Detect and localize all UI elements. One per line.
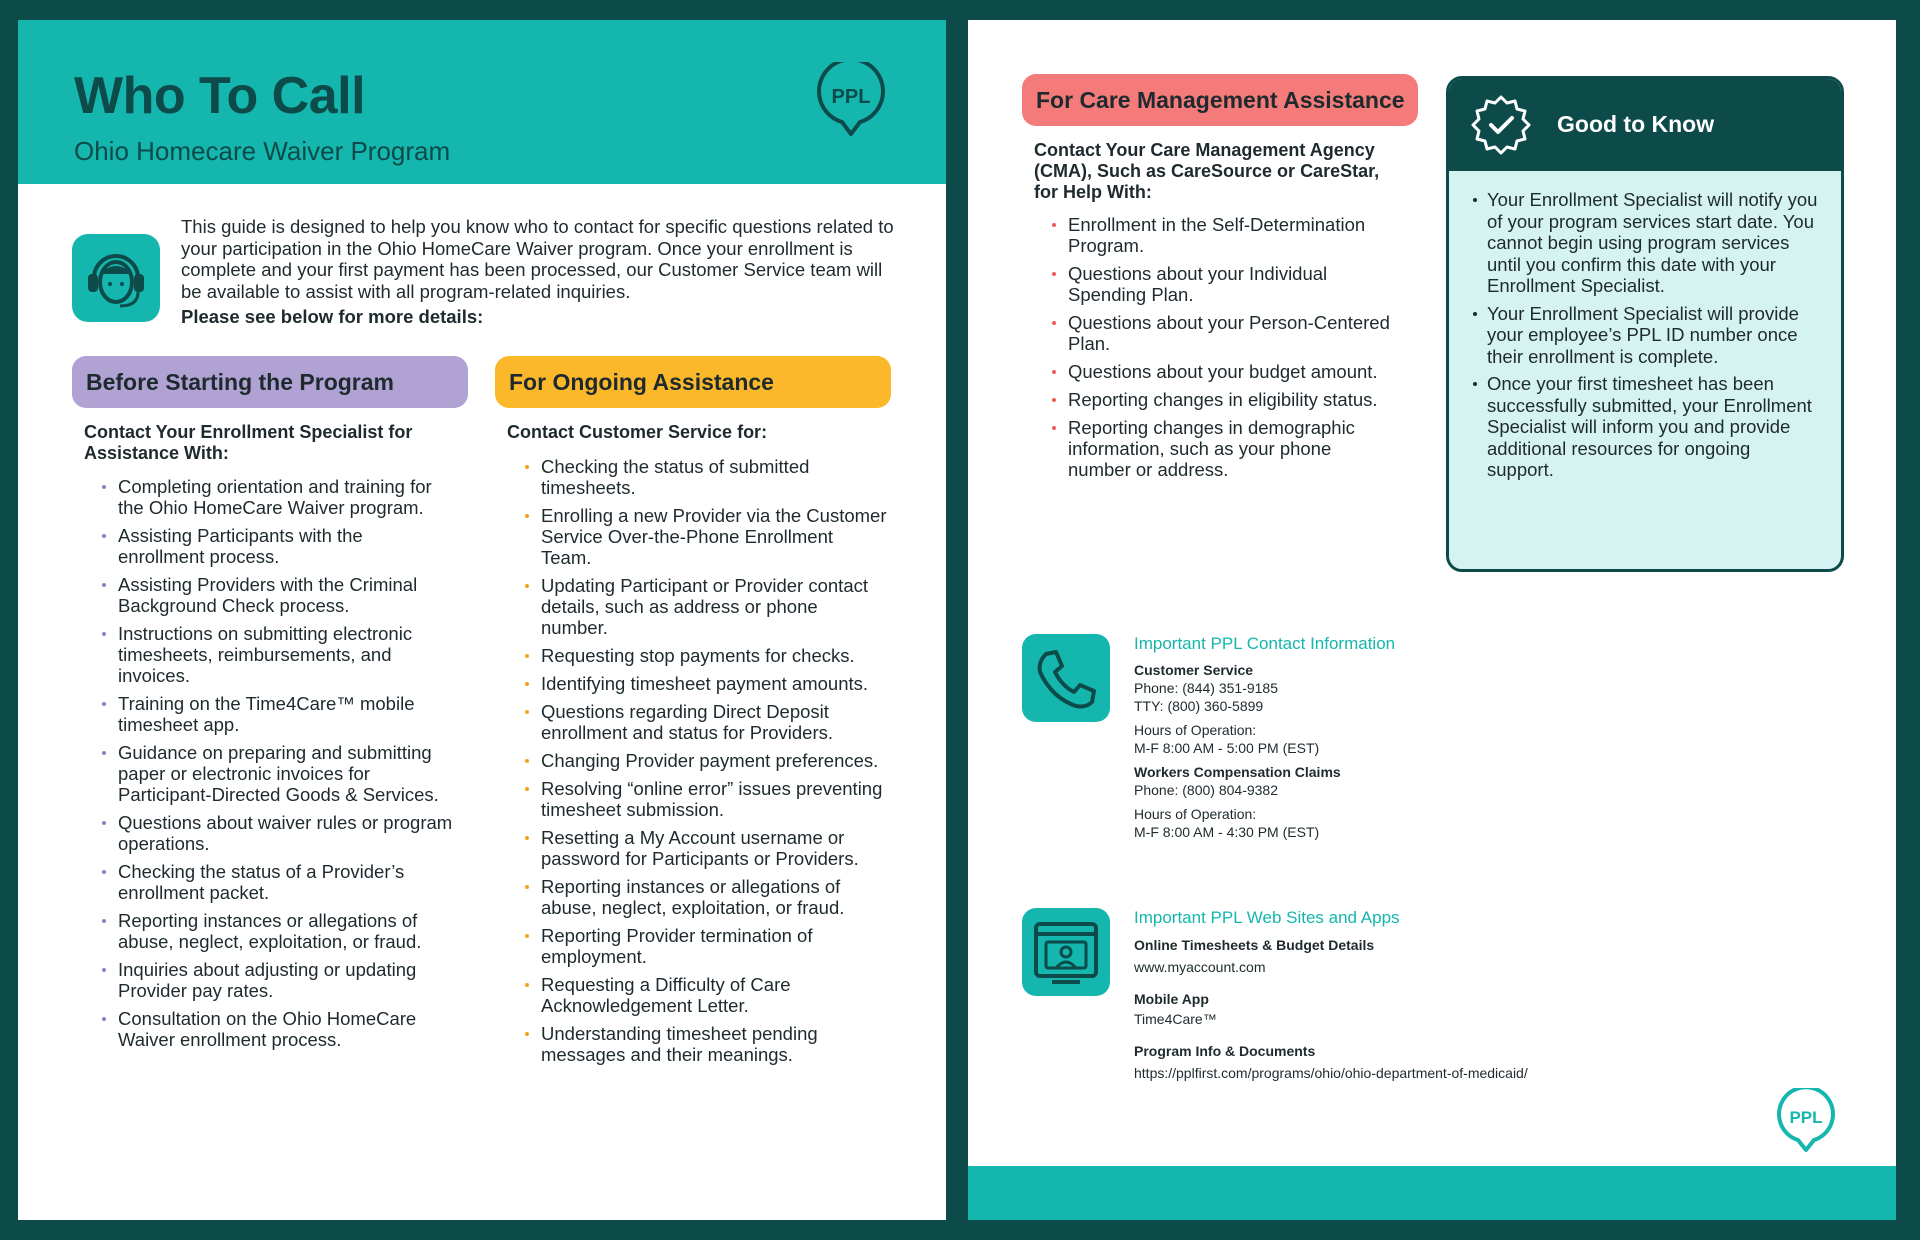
online-timesheets-url[interactable]: www.myaccount.com xyxy=(1134,959,1266,975)
bullet-icon xyxy=(102,534,106,538)
phone-icon xyxy=(1022,634,1110,722)
list-item-text: Questions about your Person-Centered Plan. xyxy=(1068,312,1390,354)
list-item-text: Your Enrollment Specialist will notify you of your program services start date. You cannot begin using program services until you confirm this date with your Enrollment Specialist. xyxy=(1487,189,1818,296)
list-item-text: Reporting instances or allegations of abuse, neglect, exploitation, or fraud. xyxy=(541,876,845,918)
mobile-app-name: Time4Care™ xyxy=(1134,1011,1217,1027)
list-item xyxy=(507,575,887,638)
list-item-text: Once your first timesheet has been successfully submitted, your Enrollment Specialist will inform you and provide additional resources for ongoing support. xyxy=(1487,373,1812,480)
list-item xyxy=(84,742,454,805)
workers-comp-hours: M-F 8:00 AM - 4:30 PM (EST) xyxy=(1134,824,1320,840)
ppl-logo xyxy=(816,62,886,143)
list-item-text: Guidance on preparing and submitting paper or electronic invoices for Participant-Directed Goods & Services. xyxy=(118,742,439,805)
online-timesheets-label: Online Timesheets & Budget Details xyxy=(1134,937,1375,953)
list-item xyxy=(84,525,454,567)
program-docs-label: Program Info & Documents xyxy=(1134,1043,1316,1059)
list-item-text: Questions about your budget amount. xyxy=(1068,361,1378,382)
list-item xyxy=(1034,389,1394,410)
list-item xyxy=(507,673,887,694)
list-item xyxy=(84,812,454,854)
bullet-icon xyxy=(102,821,106,825)
bullet-icon xyxy=(102,702,106,706)
good-to-know-list xyxy=(1469,189,1819,487)
ongoing-assistance-list xyxy=(507,456,887,1072)
list-item-text: Updating Participant or Provider contact details, such as address or phone number. xyxy=(541,575,869,638)
bullet-icon xyxy=(1473,312,1477,316)
bullet-icon xyxy=(525,584,529,588)
bullet-icon xyxy=(102,583,106,587)
bullet-icon xyxy=(102,751,106,755)
before-program-list xyxy=(84,476,454,1057)
list-item xyxy=(507,925,887,967)
care-management-lead: Contact Your Care Management Agency (CMA), Such as CareSource or CareStar, for Help With: xyxy=(1034,140,1380,202)
list-item xyxy=(1034,361,1394,382)
workers-comp-label: Workers Compensation Claims xyxy=(1134,764,1341,780)
bullet-icon xyxy=(1473,198,1477,202)
customer-service-hours-label: Hours of Operation: xyxy=(1134,722,1257,738)
bullet-icon xyxy=(525,885,529,889)
bullet-icon xyxy=(102,1017,106,1021)
bullet-icon xyxy=(1473,382,1477,386)
workers-comp-phone: Phone: (800) 804-9382 xyxy=(1134,782,1278,798)
list-item xyxy=(1034,214,1394,256)
list-item-text: Reporting instances or allegations of abuse, neglect, exploitation, or fraud. xyxy=(118,910,422,952)
intro-paragraph: This guide is designed to help you know who to contact for specific questions related to your participation in the Ohio HomeCare Waiver program. Once your enrollment is complete and your first payment has been processed, our Customer Service team will be available to assist with all program-related inquiries. xyxy=(181,216,894,302)
list-item-text: Reporting changes in eligibility status. xyxy=(1068,389,1378,410)
bullet-icon xyxy=(525,934,529,938)
bullet-icon xyxy=(1052,223,1056,227)
list-item xyxy=(507,876,887,918)
svg-text:PPL: PPL xyxy=(831,86,871,108)
list-item xyxy=(507,505,887,568)
list-item xyxy=(1469,373,1819,481)
customer-service-label: Customer Service xyxy=(1134,662,1254,678)
customer-service-phone: Phone: (844) 351-9185 xyxy=(1134,680,1278,696)
list-item xyxy=(84,476,454,518)
list-item xyxy=(84,861,454,903)
list-item-text: Changing Provider payment preferences. xyxy=(541,750,879,771)
list-item xyxy=(84,623,454,686)
bullet-icon xyxy=(525,514,529,518)
good-to-know-box xyxy=(1446,76,1844,572)
right-page xyxy=(968,20,1896,1220)
web-apps-block xyxy=(1134,936,1694,1082)
list-item xyxy=(1469,189,1819,297)
bullet-icon xyxy=(102,632,106,636)
bullet-icon xyxy=(525,682,529,686)
list-item-text: Questions about waiver rules or program operations. xyxy=(118,812,453,854)
list-item xyxy=(84,1008,454,1050)
list-item-text: Resolving “online error” issues preventing timesheet submission. xyxy=(541,778,883,820)
list-item-text: Resetting a My Account username or password for Participants or Providers. xyxy=(541,827,859,869)
list-item-text: Your Enrollment Specialist will provide your employee’s PPL ID number once their enrollment is complete. xyxy=(1487,302,1799,367)
bullet-icon xyxy=(1052,272,1056,276)
customer-service-hours: M-F 8:00 AM - 5:00 PM (EST) xyxy=(1134,740,1320,756)
list-item-text: Requesting a Difficulty of Care Acknowledgement Letter. xyxy=(541,974,791,1016)
care-management-list xyxy=(1034,214,1394,487)
page-subtitle: Ohio Homecare Waiver Program xyxy=(74,136,451,166)
list-item xyxy=(507,778,887,820)
list-item xyxy=(84,910,454,952)
list-item-text: Requesting stop payments for checks. xyxy=(541,645,855,666)
contact-info-title: Important PPL Contact Information xyxy=(1134,634,1396,653)
bullet-icon xyxy=(525,1032,529,1036)
list-item-text: Reporting changes in demographic information, such as your phone number or address. xyxy=(1068,417,1355,480)
list-item xyxy=(1034,263,1394,305)
list-item xyxy=(1034,417,1394,480)
customer-service-tty: TTY: (800) 360-5899 xyxy=(1134,698,1264,714)
bullet-icon xyxy=(1052,321,1056,325)
list-item-text: Training on the Time4Care™ mobile timesheet app. xyxy=(118,693,415,735)
intro-text xyxy=(181,216,901,328)
list-item-text: Consultation on the Ohio HomeCare Waiver enrollment process. xyxy=(118,1008,417,1050)
list-item-text: Questions regarding Direct Deposit enrollment and status for Providers. xyxy=(541,701,834,743)
left-page xyxy=(18,20,946,1220)
verified-badge-icon xyxy=(1469,93,1533,162)
before-program-lead: Contact Your Enrollment Specialist for Assistance With: xyxy=(84,422,413,463)
bullet-icon xyxy=(102,968,106,972)
list-item-text: Assisting Providers with the Criminal Background Check process. xyxy=(118,574,418,616)
bullet-icon xyxy=(102,919,106,923)
list-item-text: Enrolling a new Provider via the Customer Service Over-the-Phone Enrollment Team. xyxy=(541,505,887,568)
list-item xyxy=(507,645,887,666)
list-item xyxy=(507,456,887,498)
bullet-icon xyxy=(525,710,529,714)
list-item xyxy=(1469,303,1819,368)
program-docs-url[interactable]: https://pplfirst.com/programs/ohio/ohio-department-of-medicaid/ xyxy=(1134,1065,1528,1081)
ongoing-assistance-heading: For Ongoing Assistance xyxy=(495,356,891,408)
bullet-icon xyxy=(525,787,529,791)
list-item-text: Reporting Provider termination of employment. xyxy=(541,925,813,967)
page-title: Who To Call xyxy=(74,67,366,125)
good-to-know-title: Good to Know xyxy=(1557,111,1715,137)
list-item xyxy=(507,1023,887,1065)
list-item-text: Completing orientation and training for the Ohio HomeCare Waiver program. xyxy=(118,476,432,518)
list-item xyxy=(84,574,454,616)
good-to-know-header xyxy=(1449,79,1841,171)
list-item xyxy=(507,701,887,743)
list-item-text: Identifying timesheet payment amounts. xyxy=(541,673,869,694)
list-item-text: Assisting Participants with the enrollment process. xyxy=(118,525,363,567)
list-item-text: Questions about your Individual Spending Plan. xyxy=(1068,263,1328,305)
web-apps-title: Important PPL Web Sites and Apps xyxy=(1134,908,1400,927)
ppl-footer-logo xyxy=(1776,1088,1836,1159)
list-item-text: Instructions on submitting electronic timesheets, reimbursements, and invoices. xyxy=(118,623,413,686)
care-management-heading: For Care Management Assistance xyxy=(1022,74,1418,126)
workers-comp-hours-label: Hours of Operation: xyxy=(1134,806,1257,822)
list-item xyxy=(507,750,887,771)
list-item xyxy=(507,827,887,869)
list-item-text: Understanding timesheet pending messages and their meanings. xyxy=(541,1023,818,1065)
bullet-icon xyxy=(525,465,529,469)
ongoing-assistance-lead: Contact Customer Service for: xyxy=(507,422,768,442)
list-item xyxy=(84,959,454,1001)
contact-info-block xyxy=(1134,661,1534,841)
intro-bold: Please see below for more details: xyxy=(181,306,484,327)
bullet-icon xyxy=(102,870,106,874)
svg-text:PPL: PPL xyxy=(1789,1108,1823,1127)
bullet-icon xyxy=(525,654,529,658)
customer-service-agent-icon xyxy=(72,234,160,322)
bullet-icon xyxy=(525,836,529,840)
bullet-icon xyxy=(525,759,529,763)
bullet-icon xyxy=(525,983,529,987)
bullet-icon xyxy=(1052,398,1056,402)
list-item-text: Checking the status of submitted timesheets. xyxy=(541,456,810,498)
list-item xyxy=(1034,312,1394,354)
list-item-text: Checking the status of a Provider’s enrollment packet. xyxy=(118,861,405,903)
list-item xyxy=(84,693,454,735)
bullet-icon xyxy=(102,485,106,489)
before-program-heading: Before Starting the Program xyxy=(72,356,468,408)
bullet-icon xyxy=(1052,370,1056,374)
page-footer xyxy=(968,1166,1896,1220)
list-item-text: Enrollment in the Self-Determination Program. xyxy=(1068,214,1366,256)
bullet-icon xyxy=(1052,426,1056,430)
web-app-icon xyxy=(1022,908,1110,996)
list-item xyxy=(507,974,887,1016)
mobile-app-label: Mobile App xyxy=(1134,991,1209,1007)
list-item-text: Inquiries about adjusting or updating Provider pay rates. xyxy=(118,959,417,1001)
